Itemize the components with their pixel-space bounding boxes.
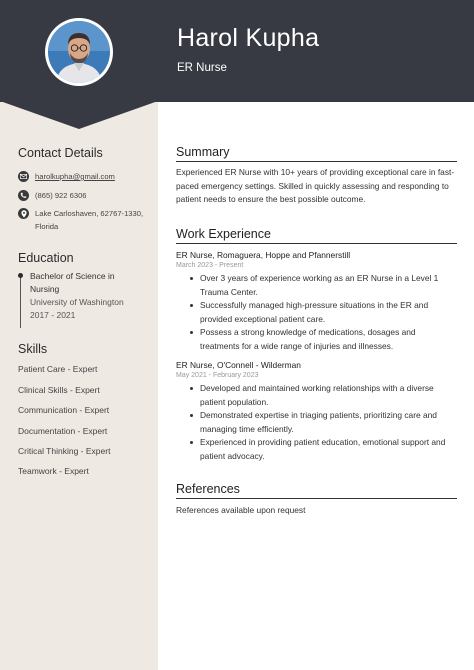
contact-address-row — [18, 208, 143, 233]
work-experience-heading: Work Experience — [176, 227, 457, 244]
education-entry — [18, 270, 148, 322]
list-item: Developed and maintained working relationships with a diverse patient population. — [190, 382, 456, 409]
contact-heading: Contact Details — [18, 146, 103, 160]
skill-item: Clinical Skills - Expert — [18, 385, 100, 395]
references-text: References available upon request — [176, 505, 306, 515]
avatar — [48, 21, 110, 83]
skill-item: Critical Thinking - Expert — [18, 446, 111, 456]
job-dates-1: March 2023 - Present — [176, 262, 244, 269]
summary-heading: Summary — [176, 145, 457, 162]
header-notch — [0, 101, 158, 131]
list-item: Possess a strong knowledge of medications, dosages and treatments for a wide range of injuries and illnesses. — [190, 326, 456, 353]
job-title: ER Nurse — [177, 62, 227, 74]
list-item: Demonstrated expertise in triaging patients, prioritizing care and managing time efficiently. — [190, 409, 456, 436]
list-item: Successfully managed high-pressure situations in the ER and provided exceptional patient care. — [190, 299, 456, 326]
profile-photo — [45, 18, 113, 86]
contact-phone-row — [18, 190, 87, 203]
location-icon — [18, 208, 29, 219]
email-link[interactable]: harolkupha@gmail.com — [35, 172, 115, 181]
degree-line-2: Nursing — [30, 284, 60, 294]
degree-line-1: Bachelor of Science in — [30, 271, 115, 281]
phone-icon — [18, 190, 29, 201]
contact-email-row — [18, 171, 115, 184]
address-line-2: Florida — [35, 221, 59, 231]
education-heading: Education — [18, 251, 74, 265]
email-icon — [18, 171, 29, 182]
job-bullets-2 — [190, 382, 456, 463]
job-title-2: ER Nurse, O'Connell - Wilderman — [176, 360, 301, 370]
job-title-1: ER Nurse, Romaguera, Hoppe and Pfannerstill — [176, 250, 351, 260]
school-name: University of Washington — [30, 297, 124, 307]
education-years: 2017 - 2021 — [30, 310, 76, 320]
phone-number: (865) 922 6306 — [35, 191, 87, 200]
list-item: Over 3 years of experience working as an ER Nurse in a Level 1 Trauma Center. — [190, 272, 456, 299]
address — [35, 208, 143, 233]
address-line-1: Lake Carloshaven, 62767-1330, — [35, 209, 144, 218]
skill-item: Documentation - Expert — [18, 426, 108, 436]
skill-item: Patient Care - Expert — [18, 364, 98, 374]
timeline-dot — [18, 273, 23, 278]
timeline-line — [20, 276, 21, 328]
job-dates-2: May 2021 - February 2023 — [176, 372, 259, 379]
skill-item: Teamwork - Expert — [18, 466, 89, 476]
references-heading: References — [176, 482, 457, 499]
candidate-name: Harol Kupha — [177, 24, 320, 52]
skill-item: Communication - Expert — [18, 405, 110, 415]
list-item: Experienced in providing patient education, emotional support and patient advocacy. — [190, 436, 456, 463]
skills-heading: Skills — [18, 342, 48, 356]
job-bullets-1 — [190, 272, 456, 353]
summary-text: Experienced ER Nurse with 10+ years of providing exceptional care in fast-paced emergency settings. Skilled in quickly assessing and responding to patient needs to ensure the best possible outcome. — [176, 167, 455, 205]
